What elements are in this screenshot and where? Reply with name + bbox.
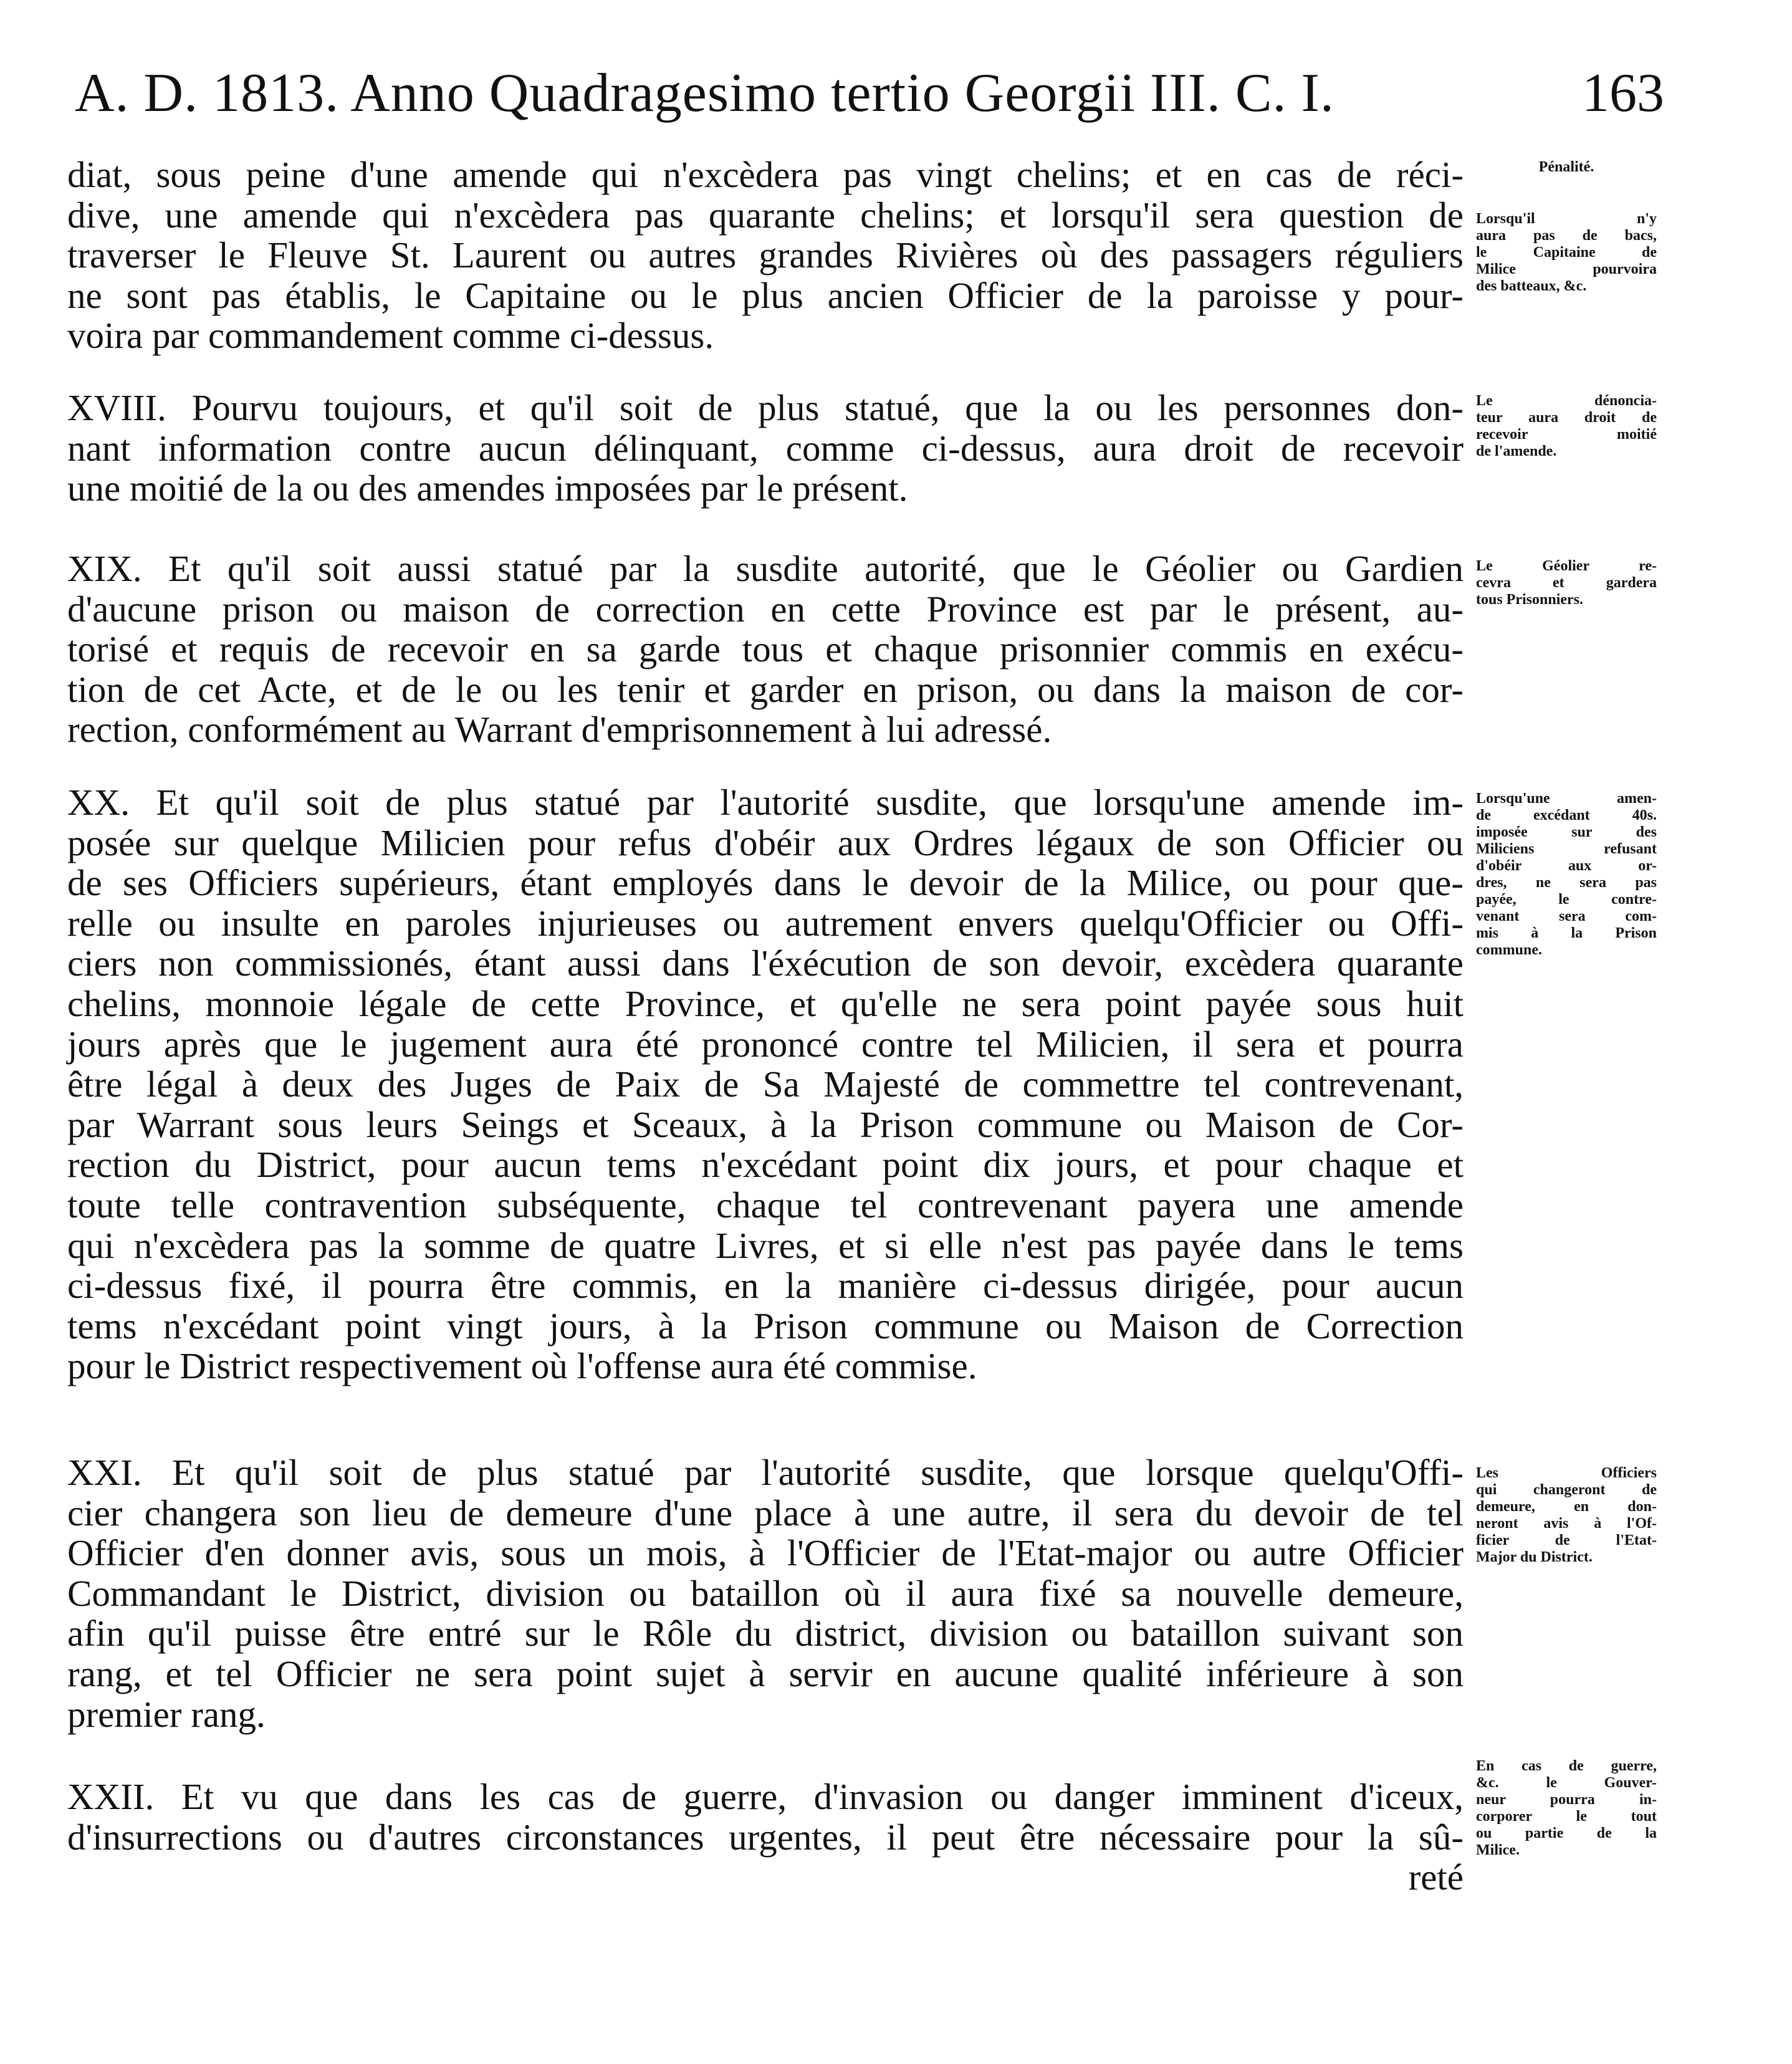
text-line: XVIII. Pourvu toujours, et qu'il soit de plus statué, que la ou les personnes don- <box>67 387 1464 428</box>
page-number: 163 <box>1582 63 1664 123</box>
text-line: traverser le Fleuve St. Laurent ou autres grandes Rivières où des passagers réguliers <box>67 234 1464 276</box>
paragraph <box>67 388 1464 509</box>
margin-note <box>1476 393 1657 460</box>
text-line: ciers non commissionés, étant aussi dans l'éxécution de son devoir, excèdera quarante <box>67 943 1464 984</box>
margin-note-line: corporer le tout <box>1476 1808 1657 1825</box>
text-line: qui n'excèdera pas la somme de quatre Livres, et si elle n'est pas payée dans le tems <box>67 1224 1464 1266</box>
margin-note-line: venant sera com- <box>1476 908 1657 924</box>
text-line: jours après que le jugement aura été prononcé contre tel Milicien, il sera et pourra <box>67 1023 1464 1065</box>
text-line: rection, conformément au Warrant d'emprisonnement à lui adressé. <box>67 709 1052 751</box>
text-line: d'insurrections ou d'autres circonstances urgentes, il peut être nécessaire pour la sû- <box>67 1816 1464 1858</box>
text-line: diat, sous peine d'une amende qui n'excèdera pas vingt chelins; et en cas de réci- <box>67 154 1464 195</box>
margin-note-line: Le Géolier re- <box>1476 558 1657 574</box>
text-line: Commandant le District, division ou bataillon où il aura fixé sa nouvelle demeure, <box>67 1572 1464 1614</box>
margin-note-line: des batteaux, &c. <box>1476 278 1587 294</box>
text-line: XXI. Et qu'il soit de plus statué par l'autorité susdite, que lorsque quelqu'Offi- <box>67 1452 1464 1493</box>
running-head: A. D. 1813. Anno Quadragesimo tertio Georgii III. C. I. <box>75 63 1334 123</box>
paragraph <box>67 549 1464 750</box>
text-line: premier rang. <box>67 1693 266 1735</box>
text-line: d'aucune prison ou maison de correction en cette Province est par le présent, au- <box>67 588 1464 630</box>
text-line: tion de cet Acte, et de le ou les tenir et garder en prison, ou dans la maison de cor- <box>67 668 1464 710</box>
margin-note-line: tous Prisonniers. <box>1476 592 1584 608</box>
margin-note-line: Lorsqu'une amen- <box>1476 790 1657 807</box>
margin-note <box>1476 211 1657 295</box>
text-line: par Warrant sous leurs Seings et Sceaux, à la Prison commune ou Maison de Cor- <box>67 1103 1464 1145</box>
text-line: torisé et requis de recevoir en sa garde tous et chaque prisonnier commis en exécu- <box>67 628 1464 670</box>
margin-note-line: teur aura droit de <box>1476 410 1657 426</box>
text-line: XXII. Et vu que dans les cas de guerre, d'invasion ou danger imminent d'iceux, <box>67 1776 1464 1817</box>
margin-note <box>1476 1758 1657 1859</box>
text-line: nant information contre aucun délinquant, comme ci-dessus, aura droit de recevoir <box>67 427 1464 469</box>
margin-note-line: mis à la Prison <box>1476 925 1657 941</box>
margin-note-line: neur pourra in- <box>1476 1792 1657 1808</box>
text-line: une moitié de la ou des amendes imposées par le présent. <box>67 468 908 509</box>
margin-note-line: Le dénoncia- <box>1476 393 1657 409</box>
margin-note-line: le Capitaine de <box>1476 244 1657 261</box>
margin-note-line: En cas de guerre, <box>1476 1758 1657 1774</box>
margin-note-line: Milice pourvoira <box>1476 261 1657 277</box>
text-line: de ses Officiers supérieurs, étant employés dans le devoir de la Milice, ou pour que- <box>67 862 1464 904</box>
page-header <box>75 59 1664 128</box>
text-line: voira par commandement comme ci-dessus. <box>67 315 714 357</box>
text-line: chelins, monnoie légale de cette Province, et qu'elle ne sera point payée sous huit <box>67 982 1464 1024</box>
margin-note-line: ou partie de la <box>1476 1825 1657 1841</box>
paragraph <box>67 1452 1464 1734</box>
margin-note-line: d'obéir aux or- <box>1476 858 1657 874</box>
text-line: ne sont pas établis, le Capitaine ou le plus ancien Officier de la paroisse y pour- <box>67 274 1464 316</box>
margin-note-line: Major du District. <box>1476 1549 1593 1565</box>
margin-note-line: imposée sur des <box>1476 824 1657 840</box>
paragraph <box>67 155 1464 356</box>
margin-note-line: commune. <box>1476 942 1542 958</box>
margin-note-line: qui changeront de <box>1476 1482 1657 1498</box>
text-line: rection du District, pour aucun tems n'excédant point dix jours, et pour chaque et <box>67 1144 1464 1186</box>
text-line: pour le District respectivement où l'offense aura été commise. <box>67 1345 977 1387</box>
margin-note-line: aura pas de bacs, <box>1476 228 1657 244</box>
text-line: Officier d'en donner avis, sous un mois, à l'Officier de l'Etat-major ou autre Officier <box>67 1532 1464 1574</box>
margin-note-line: de excédant 40s. <box>1476 807 1657 823</box>
text-line: posée sur quelque Milicien pour refus d'obéir aux Ordres légaux de son Officier ou <box>67 822 1464 863</box>
margin-note-line: Les Officiers <box>1476 1465 1657 1481</box>
margin-note-line: payée, le contre- <box>1476 891 1657 908</box>
margin-note-line: de l'amende. <box>1476 443 1557 459</box>
text-line: XX. Et qu'il soit de plus statué par l'autorité susdite, que lorsqu'une amende im- <box>67 782 1464 823</box>
text-line: être légal à deux des Juges de Paix de Sa Majesté de commettre tel contrevenant, <box>67 1063 1464 1105</box>
text-line: cier changera son lieu de demeure d'une place à une autre, il sera du devoir de tel <box>67 1492 1464 1534</box>
margin-note-line: neront avis à l'Of- <box>1476 1515 1657 1532</box>
margin-note-line: &c. le Gouver- <box>1476 1775 1657 1791</box>
text-line: toute telle contravention subséquente, chaque tel contrevenant payera une amende <box>67 1184 1464 1226</box>
margin-note-line: demeure, en don- <box>1476 1499 1657 1515</box>
text-line: XIX. Et qu'il soit aussi statué par la susdite autorité, que le Géolier ou Gardien <box>67 548 1464 589</box>
text-line: reté <box>1408 1856 1464 1898</box>
margin-note-line: recevoir moitié <box>1476 426 1657 443</box>
text-line: relle ou insulte en paroles injurieuses ou autrement envers quelqu'Officier ou Offi- <box>67 902 1464 944</box>
text-line: afin qu'il puisse être entré sur le Rôle du district, division ou bataillon suivant son <box>67 1613 1464 1654</box>
margin-note-line: Lorsqu'il n'y <box>1476 211 1657 227</box>
margin-note <box>1476 159 1657 176</box>
margin-note-line: ficier de l'Etat- <box>1476 1532 1657 1548</box>
margin-note-line: dres, ne sera pas <box>1476 875 1657 891</box>
text-line: ci-dessus fixé, il pourra être commis, en la manière ci-dessus dirigée, pour aucun <box>67 1265 1464 1307</box>
text-line: dive, une amende qui n'excèdera pas quarante chelins; et lorsqu'il sera question de <box>67 194 1464 236</box>
margin-note <box>1476 1465 1657 1566</box>
text-line: tems n'excédant point vingt jours, à la Prison commune ou Maison de Correction <box>67 1305 1464 1346</box>
paragraph <box>67 1777 1464 1898</box>
margin-note <box>1476 790 1657 959</box>
margin-note-line: Pénalité. <box>1538 159 1594 175</box>
paragraph <box>67 782 1464 1386</box>
text-line: rang, et tel Officier ne sera point sujet à servir en aucune qualité inférieure à son <box>67 1653 1464 1694</box>
margin-note-line: Miliciens refusant <box>1476 841 1657 857</box>
margin-note-line: cevra et gardera <box>1476 575 1657 591</box>
margin-note-line: Milice. <box>1476 1842 1520 1858</box>
margin-note <box>1476 558 1657 608</box>
